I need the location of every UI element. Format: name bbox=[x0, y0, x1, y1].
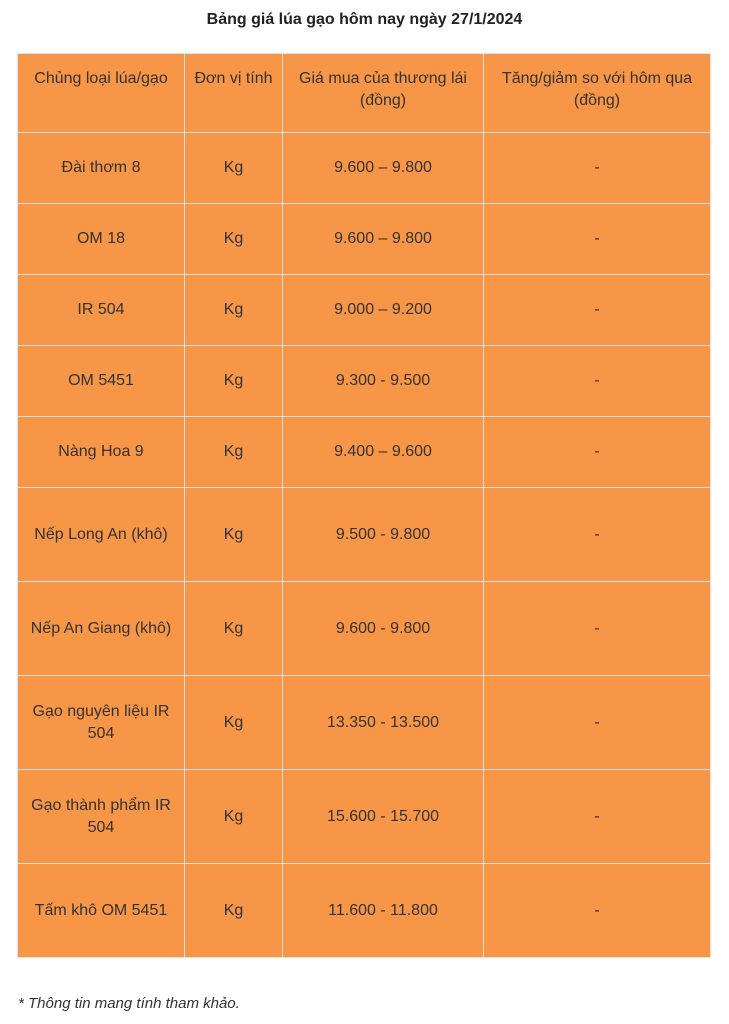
table-row bbox=[18, 417, 711, 488]
cell-unit: Kg bbox=[185, 770, 283, 864]
table-row bbox=[18, 676, 711, 770]
cell-change: - bbox=[484, 204, 711, 275]
cell-change: - bbox=[484, 417, 711, 488]
cell-change: - bbox=[484, 676, 711, 770]
cell-type: OM 5451 bbox=[18, 346, 185, 417]
cell-type: Nàng Hoa 9 bbox=[18, 417, 185, 488]
footnote: * Thông tin mang tính tham khảo. bbox=[18, 995, 240, 1012]
cell-type: Gạo nguyên liệu IR 504 bbox=[18, 676, 185, 770]
table-row bbox=[18, 275, 711, 346]
table-row bbox=[18, 133, 711, 204]
cell-change: - bbox=[484, 770, 711, 864]
cell-price: 15.600 - 15.700 bbox=[283, 770, 484, 864]
header-price: Giá mua của thương lái (đồng) bbox=[283, 54, 484, 133]
cell-unit: Kg bbox=[185, 488, 283, 582]
cell-type: Nếp Long An (khô) bbox=[18, 488, 185, 582]
cell-price: 9.300 - 9.500 bbox=[283, 346, 484, 417]
cell-type: Nếp An Giang (khô) bbox=[18, 582, 185, 676]
cell-price: 9.000 – 9.200 bbox=[283, 275, 484, 346]
cell-type: Đài thơm 8 bbox=[18, 133, 185, 204]
table-row bbox=[18, 346, 711, 417]
cell-unit: Kg bbox=[185, 275, 283, 346]
cell-price: 13.350 - 13.500 bbox=[283, 676, 484, 770]
cell-price: 11.600 - 11.800 bbox=[283, 864, 484, 958]
cell-unit: Kg bbox=[185, 204, 283, 275]
rice-price-table bbox=[17, 53, 711, 958]
cell-type: Tấm khô OM 5451 bbox=[18, 864, 185, 958]
table-header-row bbox=[18, 54, 711, 133]
cell-change: - bbox=[484, 346, 711, 417]
cell-unit: Kg bbox=[185, 676, 283, 770]
cell-price: 9.600 – 9.800 bbox=[283, 133, 484, 204]
table-row bbox=[18, 488, 711, 582]
cell-unit: Kg bbox=[185, 346, 283, 417]
cell-unit: Kg bbox=[185, 133, 283, 204]
header-change: Tăng/giảm so với hôm qua (đồng) bbox=[484, 54, 711, 133]
cell-price: 9.400 – 9.600 bbox=[283, 417, 484, 488]
cell-change: - bbox=[484, 488, 711, 582]
cell-type: Gạo thành phẩm IR 504 bbox=[18, 770, 185, 864]
cell-change: - bbox=[484, 133, 711, 204]
cell-price: 9.600 – 9.800 bbox=[283, 204, 484, 275]
cell-unit: Kg bbox=[185, 582, 283, 676]
cell-price: 9.500 - 9.800 bbox=[283, 488, 484, 582]
cell-unit: Kg bbox=[185, 417, 283, 488]
cell-change: - bbox=[484, 275, 711, 346]
cell-price: 9.600 - 9.800 bbox=[283, 582, 484, 676]
cell-type: IR 504 bbox=[18, 275, 185, 346]
table-row bbox=[18, 770, 711, 864]
cell-change: - bbox=[484, 864, 711, 958]
table-row bbox=[18, 864, 711, 958]
header-type: Chủng loại lúa/gạo bbox=[18, 54, 185, 133]
page-title: Bảng giá lúa gạo hôm nay ngày 27/1/2024 bbox=[206, 11, 523, 28]
table-row bbox=[18, 204, 711, 275]
table-row bbox=[18, 582, 711, 676]
cell-change: - bbox=[484, 582, 711, 676]
header-unit: Đơn vị tính bbox=[185, 54, 283, 133]
cell-type: OM 18 bbox=[18, 204, 185, 275]
cell-unit: Kg bbox=[185, 864, 283, 958]
